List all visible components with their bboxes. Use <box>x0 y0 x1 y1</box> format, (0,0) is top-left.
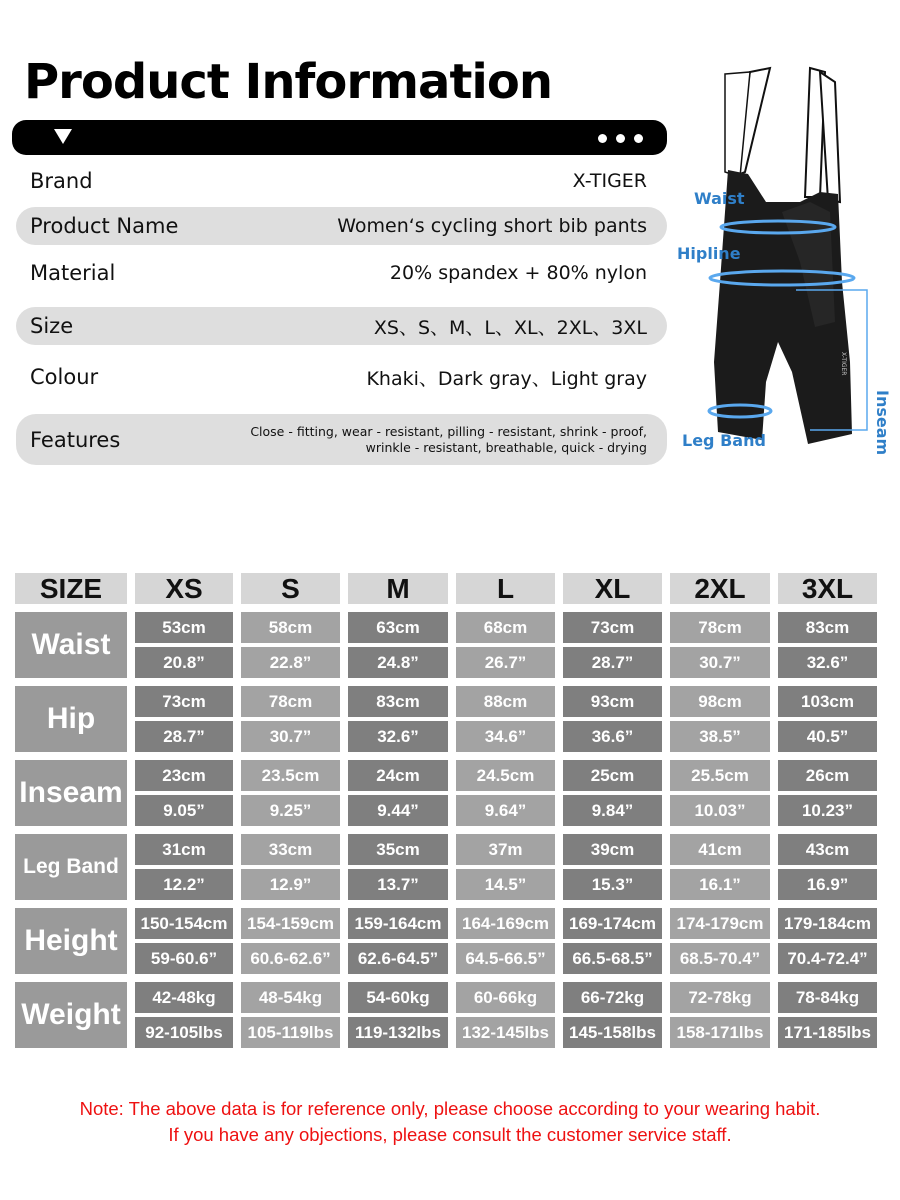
table-cell-imperial: 34.6” <box>456 721 555 752</box>
table-cell-imperial: 16.1” <box>670 869 770 900</box>
info-value: Close - fitting, wear - resistant, pilling - resistant, shrink - proof, wrinkle - resistant, breathable, quick - drying <box>250 423 647 455</box>
table-cell-metric: 154-159cm <box>241 908 340 939</box>
bib-shorts-illustration <box>670 62 900 482</box>
table-cell-imperial: 158-171lbs <box>670 1017 770 1048</box>
row-label-waist: Waist <box>15 612 127 678</box>
table-cell-metric: 43cm <box>778 834 877 865</box>
inseam-label: Inseam <box>873 390 892 456</box>
table-cell-imperial: 9.25” <box>241 795 340 826</box>
table-cell-metric: 73cm <box>135 686 233 717</box>
table-cell-imperial: 40.5” <box>778 721 877 752</box>
page-title: Product Information <box>24 54 552 110</box>
size-header-l: L <box>456 573 555 604</box>
table-cell-imperial: 10.03” <box>670 795 770 826</box>
size-header-m: M <box>348 573 448 604</box>
table-cell-metric: 159-164cm <box>348 908 448 939</box>
table-cell-imperial: 9.84” <box>563 795 662 826</box>
table-cell-metric: 93cm <box>563 686 662 717</box>
info-key: Brand <box>30 169 93 193</box>
table-cell-imperial: 68.5-70.4” <box>670 943 770 974</box>
row-label-inseam: Inseam <box>15 760 127 826</box>
table-cell-imperial: 119-132lbs <box>348 1017 448 1048</box>
info-row-features <box>16 414 667 465</box>
table-cell-metric: 179-184cm <box>778 908 877 939</box>
info-key: Colour <box>30 365 99 389</box>
table-cell-imperial: 28.7” <box>563 647 662 678</box>
disclaimer-note <box>0 1096 900 1148</box>
table-cell-imperial: 66.5-68.5” <box>563 943 662 974</box>
info-value: X-TIGER <box>572 170 647 192</box>
info-key: Product Name <box>30 214 179 238</box>
more-dots-icon <box>598 134 643 143</box>
table-cell-metric: 83cm <box>778 612 877 643</box>
table-cell-metric: 60-66kg <box>456 982 555 1013</box>
table-cell-metric: 39cm <box>563 834 662 865</box>
table-cell-metric: 42-48kg <box>135 982 233 1013</box>
table-cell-metric: 78cm <box>670 612 770 643</box>
size-header-xs: XS <box>135 573 233 604</box>
table-cell-metric: 54-60kg <box>348 982 448 1013</box>
size-header-label: SIZE <box>15 573 127 604</box>
waist-label: Waist <box>694 189 745 208</box>
row-label-hip: Hip <box>15 686 127 752</box>
table-cell-metric: 78-84kg <box>778 982 877 1013</box>
info-row-colour <box>16 358 667 396</box>
info-value: Khaki、Dark gray、Light gray <box>366 367 647 390</box>
size-header-s: S <box>241 573 340 604</box>
table-cell-metric: 88cm <box>456 686 555 717</box>
table-cell-imperial: 132-145lbs <box>456 1017 555 1048</box>
table-cell-metric: 23cm <box>135 760 233 791</box>
table-cell-metric: 26cm <box>778 760 877 791</box>
table-cell-metric: 41cm <box>670 834 770 865</box>
table-cell-metric: 73cm <box>563 612 662 643</box>
note-line-1: Note: The above data is for reference only, please choose according to your wearing habit. <box>79 1098 821 1119</box>
table-cell-imperial: 9.44” <box>348 795 448 826</box>
table-cell-metric: 68cm <box>456 612 555 643</box>
size-header-2xl: 2XL <box>670 573 770 604</box>
table-cell-metric: 24.5cm <box>456 760 555 791</box>
table-cell-imperial: 70.4-72.4” <box>778 943 877 974</box>
table-cell-metric: 33cm <box>241 834 340 865</box>
table-cell-metric: 23.5cm <box>241 760 340 791</box>
table-cell-imperial: 36.6” <box>563 721 662 752</box>
table-cell-metric: 169-174cm <box>563 908 662 939</box>
table-cell-metric: 25.5cm <box>670 760 770 791</box>
table-cell-imperial: 20.8” <box>135 647 233 678</box>
table-cell-metric: 150-154cm <box>135 908 233 939</box>
table-cell-metric: 103cm <box>778 686 877 717</box>
table-cell-imperial: 15.3” <box>563 869 662 900</box>
table-cell-metric: 98cm <box>670 686 770 717</box>
row-label-weight: Weight <box>15 982 127 1048</box>
row-label-leg-band: Leg Band <box>15 834 127 900</box>
section-header-bar <box>12 120 667 155</box>
table-cell-imperial: 24.8” <box>348 647 448 678</box>
info-row-material <box>16 254 667 292</box>
table-cell-imperial: 38.5” <box>670 721 770 752</box>
table-cell-metric: 164-169cm <box>456 908 555 939</box>
table-cell-metric: 35cm <box>348 834 448 865</box>
table-cell-imperial: 26.7” <box>456 647 555 678</box>
table-cell-imperial: 62.6-64.5” <box>348 943 448 974</box>
table-cell-imperial: 22.8” <box>241 647 340 678</box>
table-cell-metric: 48-54kg <box>241 982 340 1013</box>
table-cell-imperial: 59-60.6” <box>135 943 233 974</box>
table-cell-imperial: 171-185lbs <box>778 1017 877 1048</box>
table-cell-metric: 31cm <box>135 834 233 865</box>
product-figure <box>670 62 900 482</box>
table-cell-metric: 78cm <box>241 686 340 717</box>
table-cell-metric: 66-72kg <box>563 982 662 1013</box>
info-key: Material <box>30 261 116 285</box>
row-label-height: Height <box>15 908 127 974</box>
table-cell-imperial: 10.23” <box>778 795 877 826</box>
table-cell-imperial: 13.7” <box>348 869 448 900</box>
table-cell-imperial: 12.2” <box>135 869 233 900</box>
triangle-down-icon <box>54 129 72 144</box>
table-cell-imperial: 145-158lbs <box>563 1017 662 1048</box>
info-row-brand <box>16 162 667 200</box>
table-cell-imperial: 32.6” <box>348 721 448 752</box>
info-value: XS、S、M、L、XL、2XL、3XL <box>373 316 647 339</box>
table-cell-metric: 83cm <box>348 686 448 717</box>
table-cell-imperial: 12.9” <box>241 869 340 900</box>
table-cell-metric: 72-78kg <box>670 982 770 1013</box>
table-cell-imperial: 30.7” <box>670 647 770 678</box>
table-cell-imperial: 105-119lbs <box>241 1017 340 1048</box>
size-header-3xl: 3XL <box>778 573 877 604</box>
info-value: 20% spandex + 80% nylon <box>389 262 647 284</box>
table-cell-metric: 25cm <box>563 760 662 791</box>
table-cell-imperial: 92-105lbs <box>135 1017 233 1048</box>
table-cell-imperial: 28.7” <box>135 721 233 752</box>
table-cell-imperial: 14.5” <box>456 869 555 900</box>
leg-band-label: Leg Band <box>682 431 766 450</box>
info-key: Features <box>30 427 121 452</box>
table-cell-metric: 53cm <box>135 612 233 643</box>
info-key: Size <box>30 314 74 338</box>
info-row-size <box>16 307 667 345</box>
info-row-product-name <box>16 207 667 245</box>
note-line-2: If you have any objections, please consult the customer service staff. <box>168 1124 732 1145</box>
table-cell-imperial: 64.5-66.5” <box>456 943 555 974</box>
table-cell-metric: 174-179cm <box>670 908 770 939</box>
table-cell-metric: 37m <box>456 834 555 865</box>
table-cell-imperial: 9.05” <box>135 795 233 826</box>
table-cell-metric: 24cm <box>348 760 448 791</box>
svg-text:X-TIGER: X-TIGER <box>840 352 847 376</box>
table-cell-imperial: 32.6” <box>778 647 877 678</box>
table-cell-metric: 63cm <box>348 612 448 643</box>
hipline-label: Hipline <box>677 244 741 263</box>
table-cell-imperial: 60.6-62.6” <box>241 943 340 974</box>
table-cell-imperial: 30.7” <box>241 721 340 752</box>
size-header-xl: XL <box>563 573 662 604</box>
table-cell-imperial: 9.64” <box>456 795 555 826</box>
table-cell-imperial: 16.9” <box>778 869 877 900</box>
info-value: Women‘s cycling short bib pants <box>337 215 647 237</box>
table-cell-metric: 58cm <box>241 612 340 643</box>
